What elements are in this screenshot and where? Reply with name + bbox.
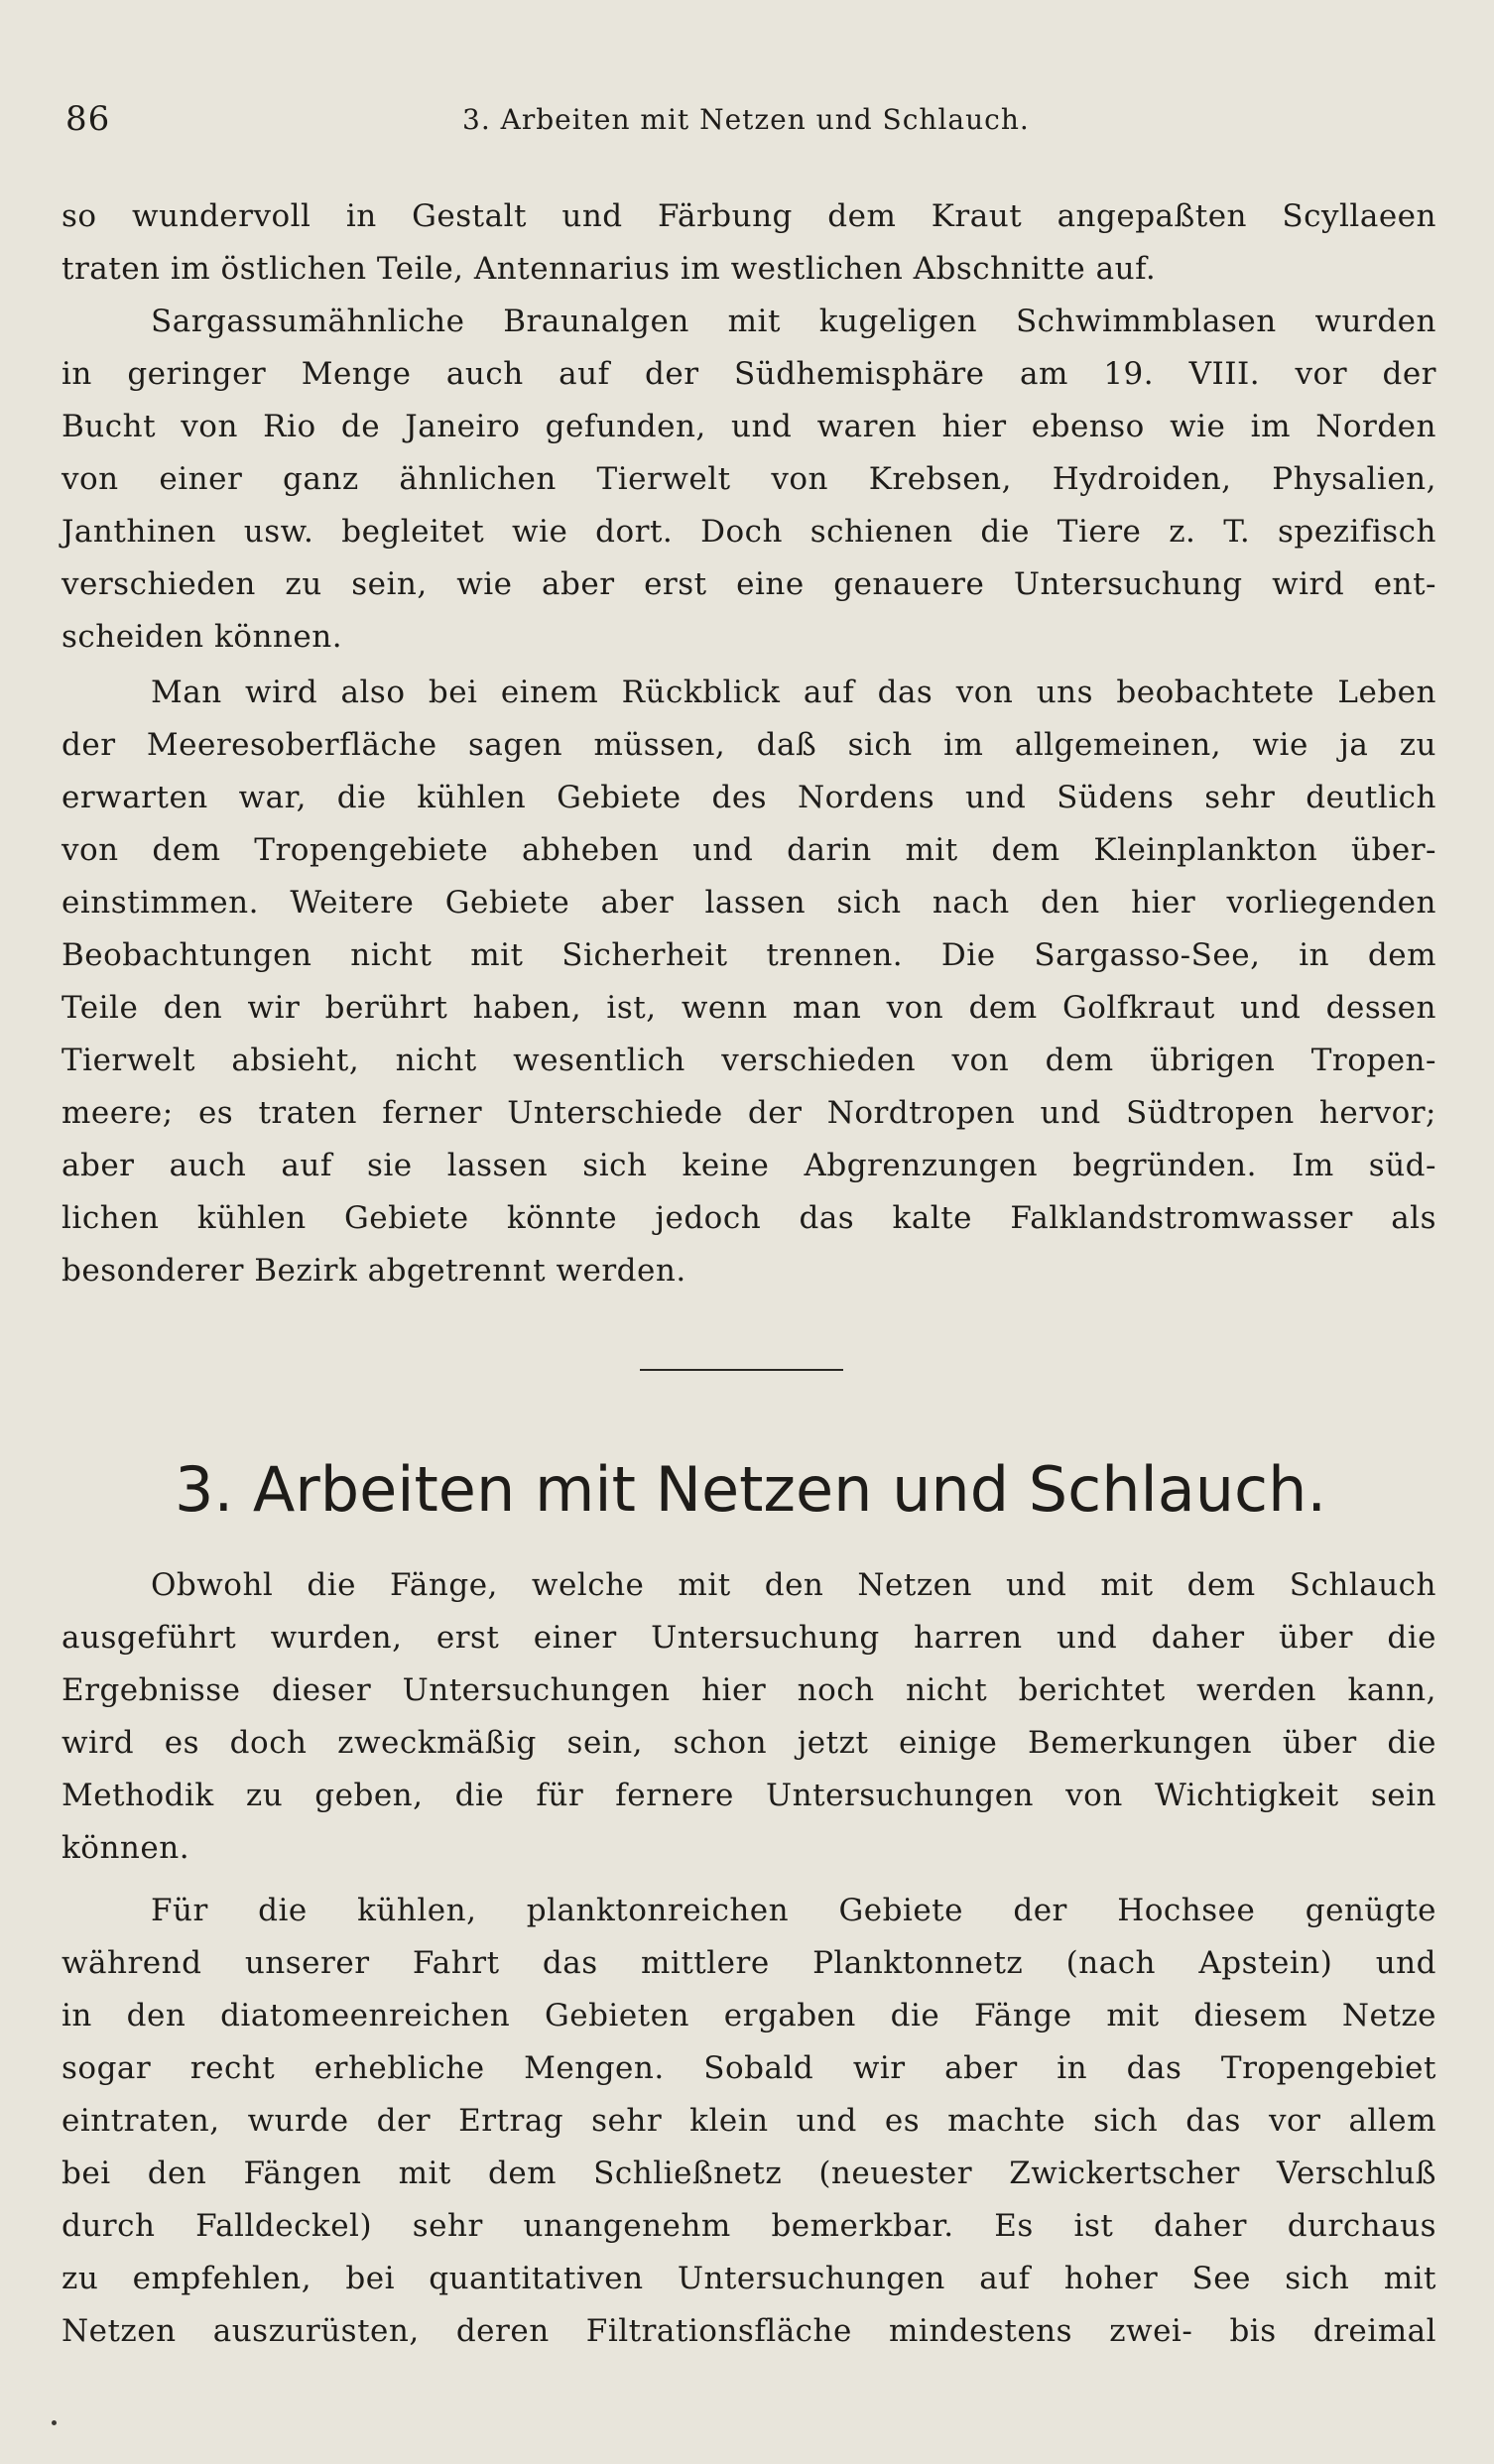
running-title: 3. Arbeiten mit Netzen und Schlauch.: [462, 103, 1030, 136]
text-line: Ergebnisse dieser Untersuchungen hier noch nicht berichtet werden kann,: [62, 1672, 1436, 1708]
text-line: von einer ganz ähnlichen Tierwelt von Krebsen, Hydroiden, Physalien,: [62, 461, 1436, 497]
text-line: Obwohl die Fänge, welche mit den Netzen und mit dem Schlauch: [151, 1567, 1436, 1603]
running-head: [65, 99, 1431, 149]
text-line: sogar recht erhebliche Mengen. Sobald wir aber in das Tropengebiet: [62, 2050, 1436, 2086]
text-line: Bucht von Rio de Janeiro gefunden, und waren hier ebenso wie im Norden: [62, 409, 1436, 444]
paragraph-rueckblick: [62, 667, 1436, 1297]
text-line: zu empfehlen, bei quantitativen Untersuchungen auf hoher See sich mit: [62, 2261, 1436, 2296]
text-line: während unserer Fahrt das mittlere Planktonnetz (nach Apstein) und: [62, 1945, 1436, 1981]
text-line: Man wird also bei einem Rückblick auf das von uns beobachtete Leben: [151, 675, 1436, 710]
text-line: traten im östlichen Teile, Antennarius im westlichen Abschnitte auf.: [62, 251, 1157, 287]
text-line: können.: [62, 1830, 190, 1866]
text-line: lichen kühlen Gebiete könnte jedoch das kalte Falklandstromwasser als: [62, 1200, 1436, 1236]
text-line: so wundervoll in Gestalt und Färbung dem Kraut angepaßten Scyllaeen: [62, 198, 1436, 234]
paragraph-continuation: [62, 190, 1436, 296]
section-divider: [640, 1369, 843, 1371]
text-line: der Meeresoberfläche sagen müssen, daß sich im allgemeinen, wie ja zu: [62, 727, 1436, 763]
text-line: von dem Tropengebiete abheben und darin mit dem Kleinplankton über-: [62, 832, 1436, 868]
text-line: Janthinen usw. begleitet wie dort. Doch schienen die Tiere z. T. spezifisch: [62, 514, 1436, 550]
text-line: aber auch auf sie lassen sich keine Abgrenzungen begründen. Im süd-: [62, 1148, 1436, 1183]
text-line: eintraten, wurde der Ertrag sehr klein und es machte sich das vor allem: [62, 2103, 1436, 2139]
text-line: Beobachtungen nicht mit Sicherheit trennen. Die Sargasso-See, in dem: [62, 937, 1436, 973]
text-line: Für die kühlen, planktonreichen Gebiete der Hochsee genügte: [151, 1893, 1436, 1928]
text-line: meere; es traten ferner Unterschiede der Nordtropen und Südtropen hervor;: [62, 1095, 1436, 1131]
text-line: verschieden zu sein, wie aber erst eine genauere Untersuchung wird ent-: [62, 566, 1436, 602]
paragraph-sargassum: [62, 296, 1436, 664]
text-line: Methodik zu geben, die für fernere Untersuchungen von Wichtigkeit sein: [62, 1778, 1436, 1813]
text-line: durch Falldeckel) sehr unangenehm bemerkbar. Es ist daher durchaus: [62, 2208, 1436, 2244]
text-line: in geringer Menge auch auf der Südhemisphäre am 19. VIII. vor der: [62, 356, 1436, 392]
ink-speck: [52, 2420, 57, 2425]
text-line: wird es doch zweckmäßig sein, schon jetzt einige Bemerkungen über die: [62, 1725, 1436, 1761]
text-line: Sargassumähnliche Braunalgen mit kugeligen Schwimmblasen wurden: [151, 304, 1436, 339]
text-line: Netzen auszurüsten, deren Filtrationsfläche mindestens zwei- bis dreimal: [62, 2313, 1436, 2349]
text-line: bei den Fängen mit dem Schließnetz (neuester Zwickertscher Verschluß: [62, 2156, 1436, 2191]
page-number: 86: [65, 99, 111, 139]
text-line: Tierwelt absieht, nicht wesentlich verschieden von dem übrigen Tropen-: [62, 1043, 1436, 1078]
paragraph-obwohl: [62, 1559, 1436, 1875]
paragraph-planktonnetz: [62, 1885, 1436, 2358]
text-line: ausgeführt wurden, erst einer Untersuchung harren und daher über die: [62, 1620, 1436, 1656]
text-line: scheiden können.: [62, 619, 343, 655]
text-line: Teile den wir berührt haben, ist, wenn man von dem Golfkraut und dessen: [62, 990, 1436, 1026]
text-line: einstimmen. Weitere Gebiete aber lassen sich nach den hier vorliegenden: [62, 885, 1436, 921]
section-heading: 3. Arbeiten mit Netzen und Schlauch.: [175, 1453, 1327, 1526]
text-line: erwarten war, die kühlen Gebiete des Nordens und Südens sehr deutlich: [62, 780, 1436, 815]
text-line: besonderer Bezirk abgetrennt werden.: [62, 1253, 686, 1289]
text-line: in den diatomeenreichen Gebieten ergaben die Fänge mit diesem Netze: [62, 1998, 1436, 2033]
